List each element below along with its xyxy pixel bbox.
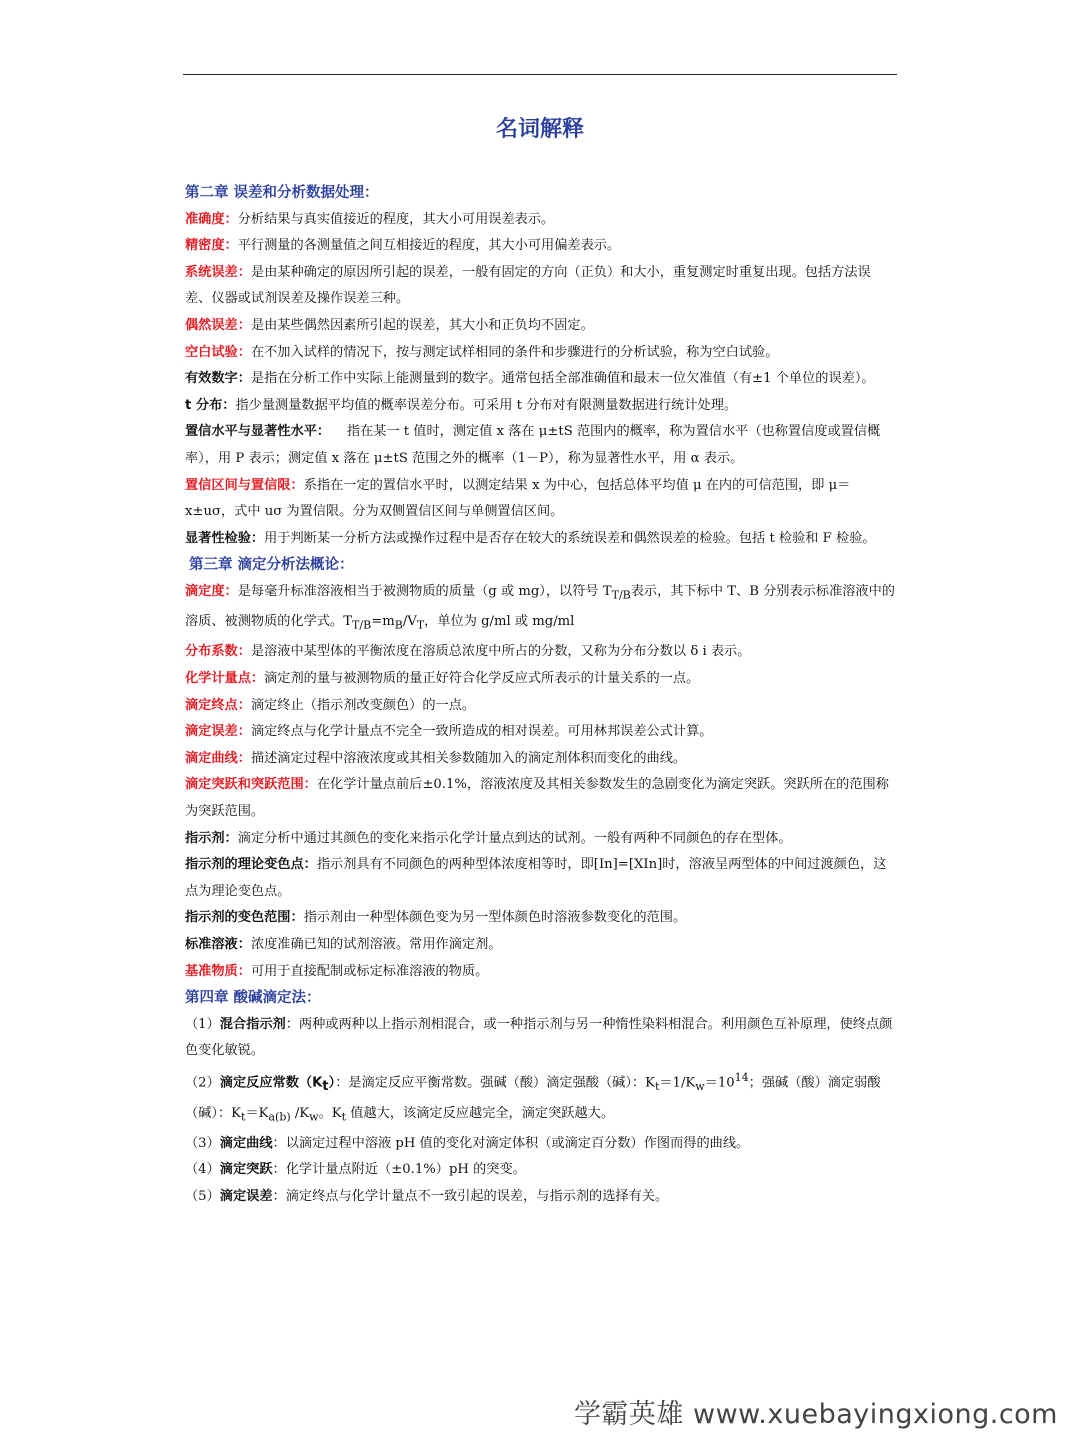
formula-text: ，单位为 g/ml 或 mg/ml xyxy=(424,614,575,630)
formula-text: /K xyxy=(290,1105,310,1121)
term-label: 滴定误差： xyxy=(185,724,251,740)
watermark: 学霸英雄 www.xuebayingxiong.com xyxy=(573,1399,1058,1430)
formula-text: 。K xyxy=(318,1105,342,1121)
header-rule xyxy=(183,74,897,75)
subscript: T/B xyxy=(611,588,631,602)
term-label: 滴定曲线 xyxy=(219,1135,273,1151)
term-definition: 指示剂具有不同颜色的两种型体浓度相等时，即[In]=[XIn]时，溶液呈两型体的中间过渡颜色，这点为理论变色点。 xyxy=(185,857,887,899)
term-label: t 分布： xyxy=(185,397,236,413)
term-entry xyxy=(185,393,897,420)
term-entry xyxy=(185,579,897,639)
subscript: t xyxy=(654,1079,660,1093)
term-label: 系统误差： xyxy=(185,264,251,280)
term-definition: 滴定终止（指示剂改变颜色）的一点。 xyxy=(250,697,476,713)
term-label: 置信区间与置信限： xyxy=(185,477,304,493)
term-entry xyxy=(185,772,897,825)
term-label: 滴定突跃 xyxy=(219,1162,273,1178)
item-number: （5） xyxy=(185,1188,220,1204)
term-label: 化学计量点： xyxy=(185,670,265,686)
page-title: 名词解释 xyxy=(495,117,584,142)
term-definition: 滴定分析中通过其颜色的变化来指示化学计量点到达的试剂。一般有两种不同颜色的存在型体。 xyxy=(237,830,792,846)
term-definition: 平行测量的各测量值之间互相接近的程度，其大小可用偏差表示。 xyxy=(237,238,621,254)
term-label: 精密度： xyxy=(185,238,238,254)
item-number: （2） xyxy=(185,1075,220,1091)
term-label: ） xyxy=(328,1075,336,1091)
term-definition: 描述滴定过程中溶液浓度或其相关参数随加入的滴定剂体积而变化的曲线。 xyxy=(250,750,687,766)
item-number: （4） xyxy=(185,1162,220,1178)
term-label: 标准溶液： xyxy=(185,936,251,952)
numbered-entry xyxy=(185,1131,897,1158)
term-definition: 滴定剂的量与被测物质的量正好符合化学反应式所表示的计量关系的一点。 xyxy=(264,670,700,686)
term-label: 偶然误差： xyxy=(185,317,251,333)
term-definition: 是溶液中某型体的平衡浓度在溶质总浓度中所占的分数，又称为分布分数以 δ i 表示。 xyxy=(250,644,751,660)
term-definition: 是由某种确定的原因所引起的误差，一般有固定的方向（正负）和大小，重复测定时重复出现。包括方法误差、仪器或试剂误差及操作误差三种。 xyxy=(185,264,871,307)
formula-text: /V xyxy=(402,614,417,630)
term-label: 滴定误差 xyxy=(219,1188,273,1204)
term-entry xyxy=(185,340,897,367)
term-definition: ：滴定终点与化学计量点不一致引起的误差，与指示剂的选择有关。 xyxy=(272,1188,669,1204)
formula-text: ＝10 xyxy=(704,1075,735,1091)
item-number: （3） xyxy=(185,1135,220,1151)
term-definition: ：以滴定过程中溶液 pH 值的变化对滴定体积（或滴定百分数）作图而得的曲线。 xyxy=(272,1135,750,1151)
term-definition: 用于判断某一分析方法或操作过程中是否存在较大的系统误差和偶然误差的检验。包括 t 检验和 F 检验。 xyxy=(264,530,876,546)
formula-text: =m xyxy=(371,614,395,630)
term-entry xyxy=(185,905,897,932)
subscript: T/B xyxy=(352,618,372,632)
term-entry xyxy=(185,932,897,959)
term-entry xyxy=(185,826,897,853)
term-entry xyxy=(185,419,897,472)
term-label: 滴定度： xyxy=(185,583,238,599)
term-label: 有效数字： xyxy=(185,371,251,387)
subscript: t xyxy=(241,1110,246,1124)
term-definition: 在不加入试样的情况下，按与测定试样相同的条件和步骤进行的分析试验，称为空白试验。 xyxy=(250,344,779,360)
term-entry xyxy=(185,666,897,693)
term-entry xyxy=(185,526,897,553)
term-definition: ：两种或两种以上指示剂相混合，或一种指示剂与另一种惰性染料相混合。利用颜色互补原理，使终点颜色变化敏锐。 xyxy=(185,1016,893,1059)
term-entry xyxy=(185,959,897,986)
term-label: 滴定终点： xyxy=(185,697,251,713)
term-label: 指示剂的理论变色点： xyxy=(185,857,317,873)
subscript: B xyxy=(394,618,403,632)
superscript: 14 xyxy=(734,1070,749,1084)
formula-text: ＝1/K xyxy=(659,1075,696,1091)
term-definition: ：是滴定反应平衡常数。强碱（酸）滴定强酸（碱）：K xyxy=(335,1075,655,1091)
term-entry xyxy=(185,693,897,720)
term-label: 基准物质： xyxy=(185,963,251,979)
term-entry xyxy=(185,260,897,313)
numbered-entry xyxy=(185,1157,897,1184)
term-definition: 指示剂由一种型体颜色变为另一型体颜色时溶液参数变化的范围。 xyxy=(303,910,687,926)
term-label: 指示剂的变色范围： xyxy=(185,910,304,926)
chapter3-heading: 第三章 滴定分析法概论： xyxy=(189,557,354,574)
term-definition: 指少量测量数据平均值的概率误差分布。可采用 t 分布对有限测量数据进行统计处理。 xyxy=(235,397,738,413)
term-label: 准确度： xyxy=(185,211,238,227)
term-label: 滴定反应常数（K xyxy=(219,1075,323,1091)
term-definition: 在化学计量点前后±0.1%，溶液浓度及其相关参数发生的急剧变化为滴定突跃。突跃所在的范围称为突跃范围。 xyxy=(185,777,889,819)
subscript: t xyxy=(341,1110,347,1124)
term-definition: 滴定终点与化学计量点不完全一致所造成的相对误差。可用林邦误差公式计算。 xyxy=(250,724,713,740)
subscript: t xyxy=(322,1078,329,1094)
term-definition: 是指在分析工作中实际上能测量到的数字。通常包括全部准确值和最末一位欠准值（有±1 个单位的误差）。 xyxy=(250,371,875,387)
term-label: 滴定曲线： xyxy=(185,750,251,766)
numbered-entry xyxy=(185,1012,897,1065)
term-label: 混合指示剂 xyxy=(219,1016,286,1032)
term-entry xyxy=(185,852,897,905)
subscript: T xyxy=(416,618,425,632)
term-label: 指示剂： xyxy=(185,830,238,846)
term-entry xyxy=(185,473,897,526)
formula-text: 值越大，该滴定反应越完全，滴定突跃越大。 xyxy=(346,1105,615,1121)
chapter4-heading: 第四章 酸碱滴定法： xyxy=(185,990,321,1007)
term-definition: 是每毫升标准溶液相当于被测物质的质量（g 或 mg），以符号 T xyxy=(237,583,612,599)
term-definition: 是由某些偶然因素所引起的误差，其大小和正负均不固定。 xyxy=(250,317,594,333)
numbered-entry xyxy=(185,1184,897,1211)
term-definition: 指在某一 t 值时，测定值 x 落在 μ±tS 范围内的概率，称为置信水平（也称置信度或置信概率），用 P 表示；测定值 x 落在 μ±tS 范围之外的概率（1－P），称为显著性水平，用 α 表示。 xyxy=(185,424,881,466)
term-label: 分布系数： xyxy=(185,644,251,660)
term-label: 显著性检验： xyxy=(185,530,265,546)
term-entry xyxy=(185,746,897,773)
subscript: w xyxy=(695,1079,705,1093)
term-entry xyxy=(185,719,897,746)
term-entry xyxy=(185,639,897,666)
subscript: a(b) xyxy=(268,1110,291,1124)
formula-text: ；强碱（酸）滴定弱酸（碱）：K xyxy=(185,1075,881,1121)
chapter2-heading: 第二章 误差和分析数据处理： xyxy=(185,185,379,201)
subscript: w xyxy=(309,1110,319,1124)
formula-text: ＝K xyxy=(245,1105,269,1121)
term-definition: ：化学计量点附近（±0.1%）pH 的突变。 xyxy=(272,1162,526,1178)
document-body xyxy=(185,180,897,1211)
term-entry xyxy=(185,233,897,260)
term-label: 置信水平与显著性水平： xyxy=(185,424,331,440)
numbered-entry xyxy=(185,1065,897,1131)
term-entry xyxy=(185,313,897,340)
term-label: 滴定突跃和突跃范围： xyxy=(185,777,317,793)
term-definition: 浓度准确已知的试剂溶液。常用作滴定剂。 xyxy=(250,936,502,952)
term-entry xyxy=(185,207,897,234)
term-definition: 系指在一定的置信水平时，以测定结果 x 为中心，包括总体平均值 μ 在内的可信范围，即 μ＝x±uσ，式中 uσ 为置信限。分为双侧置信区间与单侧置信区间。 xyxy=(185,477,851,520)
term-definition: 可用于直接配制或标定标准溶液的物质。 xyxy=(250,963,489,979)
term-definition: 分析结果与真实值接近的程度，其大小可用误差表示。 xyxy=(237,211,555,227)
item-number: （1） xyxy=(185,1016,220,1032)
term-label: 空白试验： xyxy=(185,344,251,360)
term-definition: 表示，其下标中 T、B 分别表示标准溶液中的溶质、被测物质的化学式。T xyxy=(185,583,895,630)
term-entry xyxy=(185,366,897,393)
